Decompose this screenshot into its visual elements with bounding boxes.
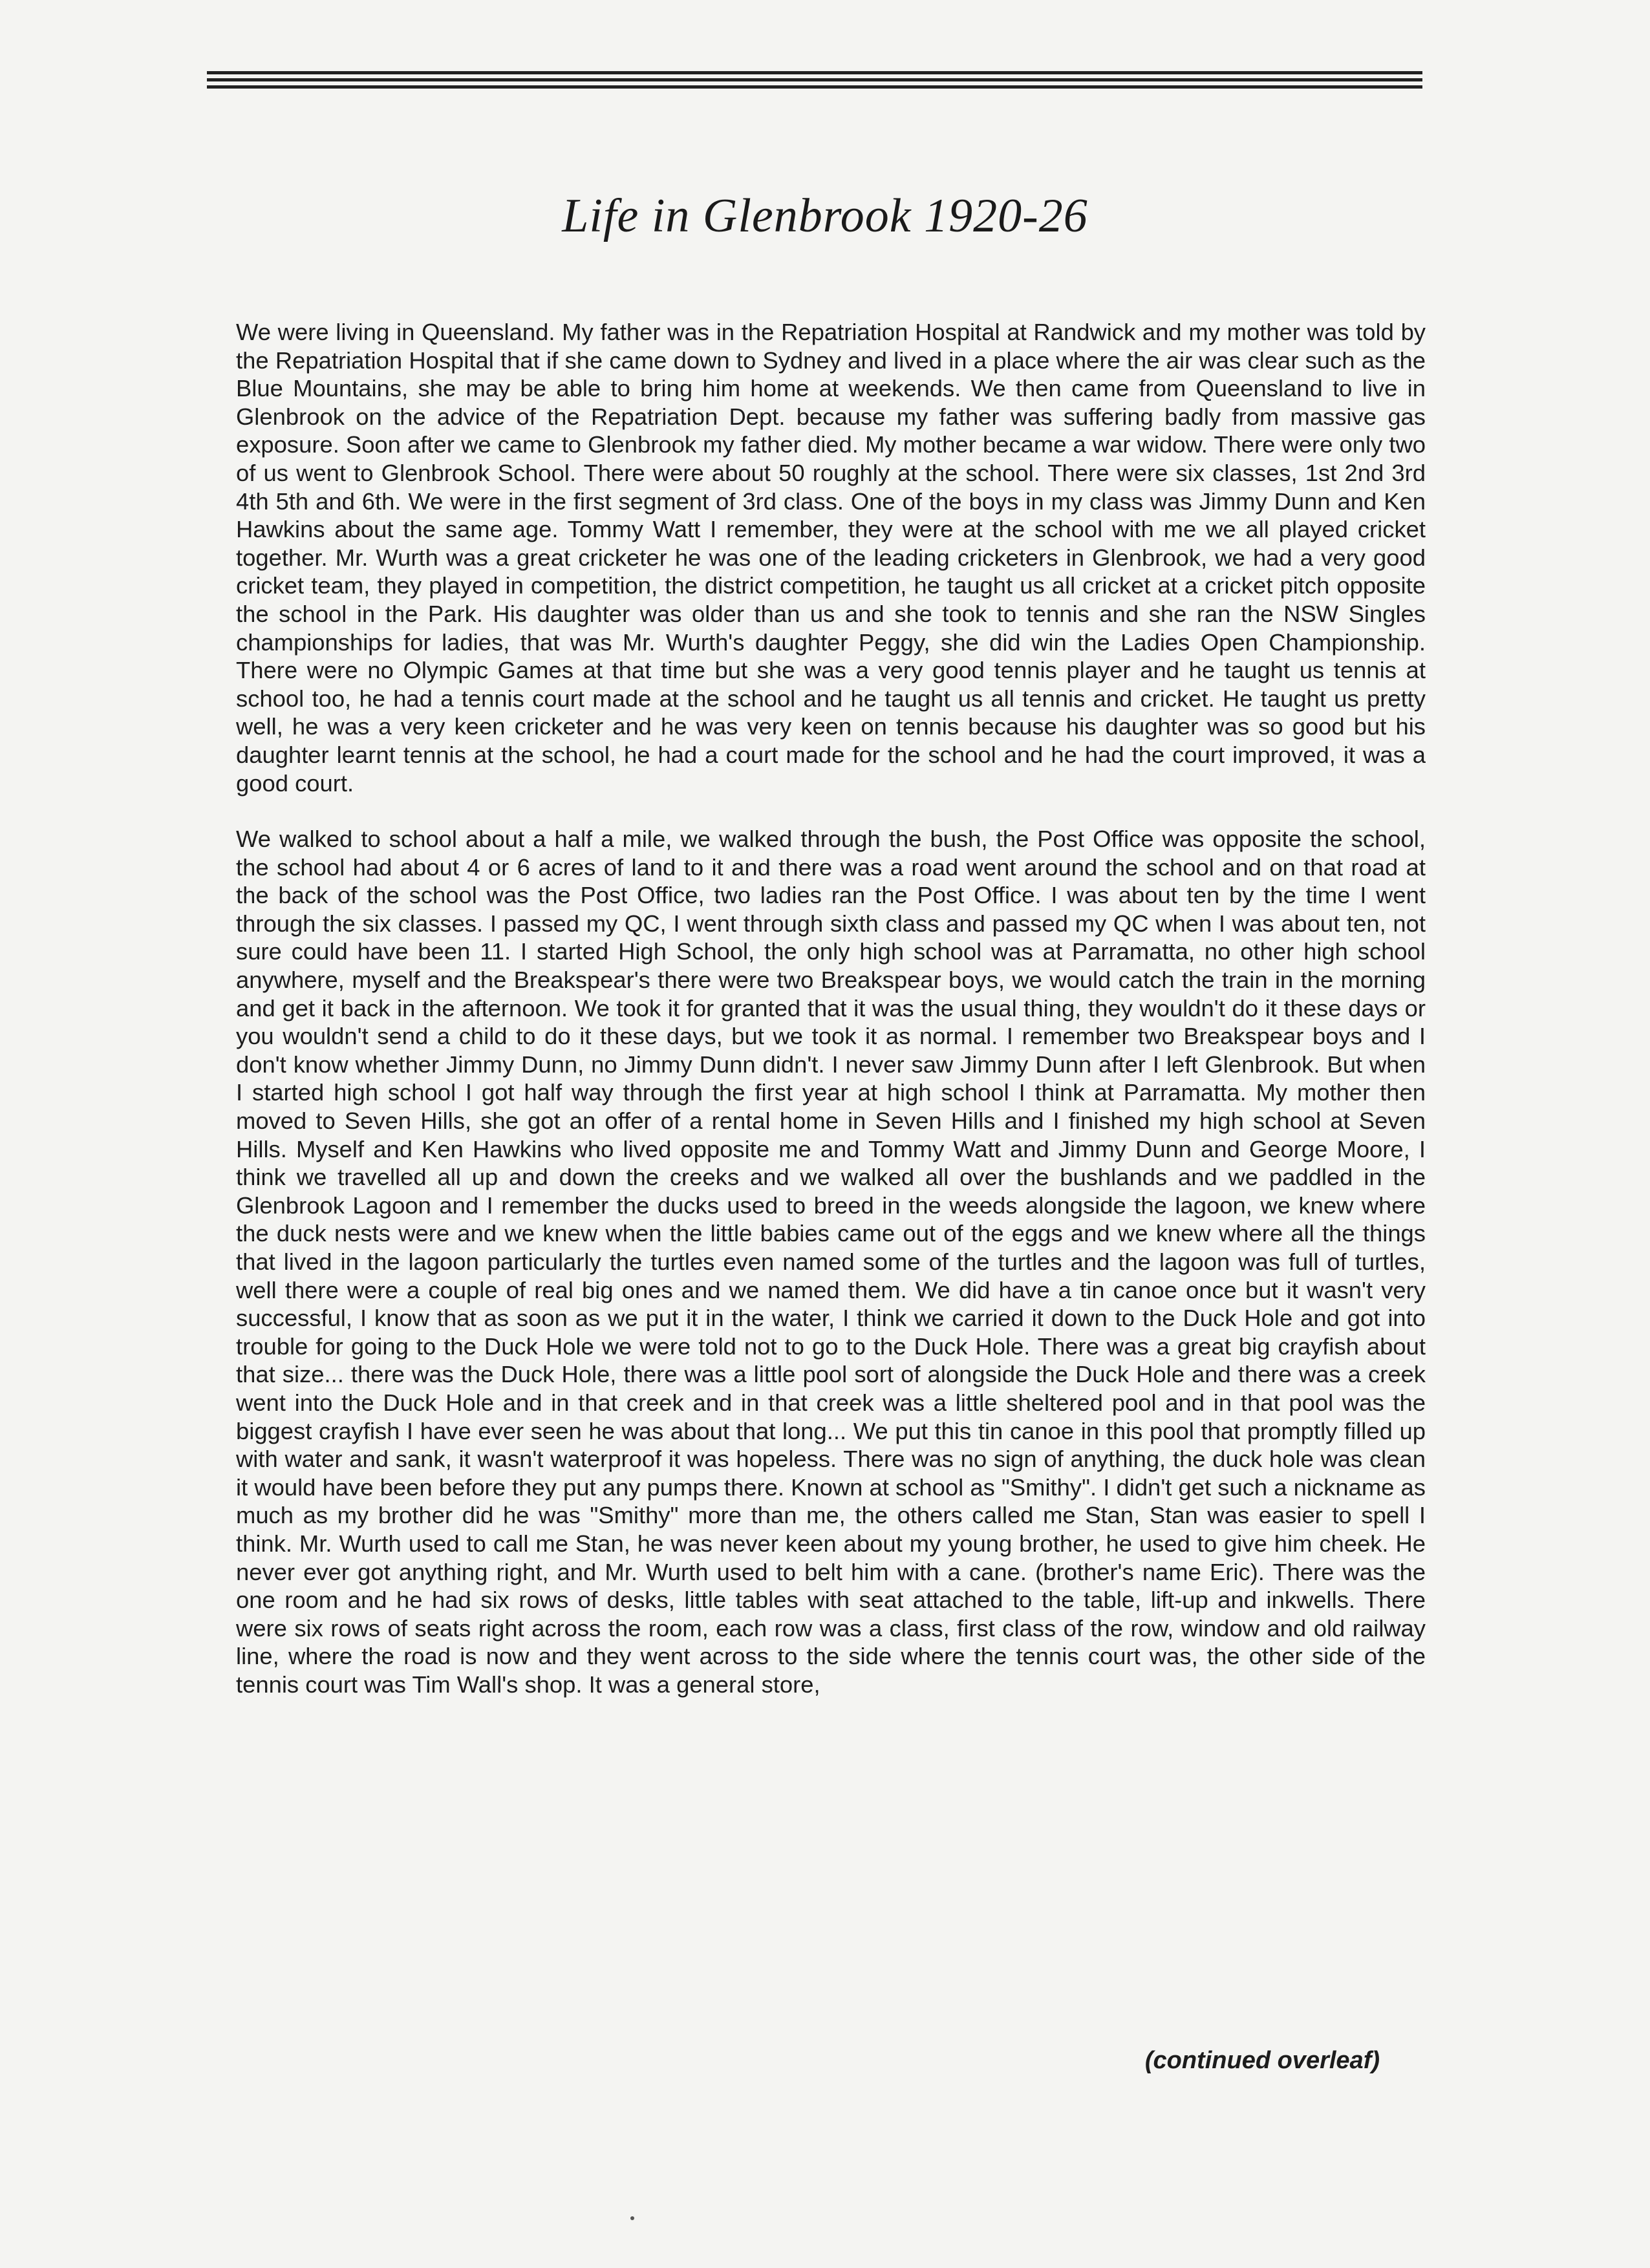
document-body xyxy=(236,318,1426,1699)
paragraph-2: We walked to school about a half a mile, we walked through the bush, the Post Office was opposite the school, the school had about 4 or 6 acres of land to it and there was a road went around the school and on that road at the back of the school was the Post Office, two ladies ran the Post Office. I was about ten by the time I went through the six classes. I passed my QC, I went through sixth class and passed my QC when I was about ten, not sure could have been 11. I started High School, the only high school was at Parramatta, no other high school anywhere, myself and the Breakspear's there were two Breakspear boys, we would catch the train in the morning and get it back in the afternoon. We took it for granted that it was the usual thing, they wouldn't do it these days or you wouldn't send a child to do it these days, but we took it as normal. I remember two Breakspear boys and I don't know whether Jimmy Dunn, no Jimmy Dunn didn't. I never saw Jimmy Dunn after I left Glenbrook. But when I started high school I got half way through the first year at high school I think at Parramatta. My mother then moved to Seven Hills, she got an offer of a rental home in Seven Hills and I finished my high school at Seven Hills. Myself and Ken Hawkins who lived opposite me and Tommy Watt and Jimmy Dunn and George Moore, I think we travelled all up and down the creeks and we walked all over the bushlands and we paddled in the Glenbrook Lagoon and I remember the ducks used to breed in the weeds alongside the lagoon, we knew where the duck nests were and we knew when the little babies came out of the eggs and we knew where all the things that lived in the lagoon particularly the turtles even named some of the turtles and the lagoon was full of turtles, well there were a couple of real big ones and we named them. We did have a tin canoe once but it wasn't very successful, I know that as soon as we put it in the water, I think we carried it down to the Duck Hole and got into trouble for going to the Duck Hole we were told not to go to the Duck Hole. There was a great big crayfish about that size... there was the Duck Hole, there was a little pool sort of alongside the Duck Hole and there was a creek went into the Duck Hole and in that creek and in that creek was a little sheltered pool and in that pool was the biggest crayfish I have ever seen he was about that long... We put this tin canoe in this pool that promptly filled up with water and sank, it wasn't waterproof it was hopeless. There was no sign of anything, the duck hole was clean it would have been before they put any pumps there. Known at school as "Smithy". I didn't get such a nickname as much as my brother did he was "Smithy" more than me, the others called me Stan, Stan was easier to spell I think. Mr. Wurth used to call me Stan, he was never keen about my young brother, he used to give him cheek. He never ever got anything right, and Mr. Wurth used to belt him with a cane. (brother's name Eric). There was the one room and he had six rows of desks, little tables with seat attached to the table, lift-up and inkwells. There were six rows of seats right across the room, each row was a class, first class of the row, window and old railway line, where the road is now and they went across to the side where the tennis court was, the other side of the tennis court was Tim Wall's shop. It was a general store, xyxy=(236,826,1426,1698)
page-title: Life in Glenbrook 1920-26 xyxy=(562,189,1088,242)
continued-overleaf-note: (continued overleaf) xyxy=(1144,2047,1380,2074)
header-rule xyxy=(207,71,1422,92)
paragraph-1: We were living in Queensland. My father was in the Repatriation Hospital at Randwick and my mother was told by the Repatriation Hospital that if she came down to Sydney and lived in a place where the air was clear such as the Blue Mountains, she may be able to bring him home at weekends. We then came from Queensland to live in Glenbrook on the advice of the Repatriation Dept. because my father was suffering badly from massive gas exposure. Soon after we came to Glenbrook my father died. My mother became a war widow. There were only two of us went to Glenbrook School. There were about 50 roughly at the school. There were six classes, 1st 2nd 3rd 4th 5th and 6th. We were in the first segment of 3rd class. One of the boys in my class was Jimmy Dunn and Ken Hawkins about the same age. Tommy Watt I remember, they were at the school with me we all played cricket together. Mr. Wurth was a great cricketer he was one of the leading cricketers in Glenbrook, we had a very good cricket team, they played in competition, the district competition, he taught us all cricket at a cricket pitch opposite the school in the Park. His daughter was older than us and she took to tennis and she ran the NSW Singles championships for ladies, that was Mr. Wurth's daughter Peggy, she did win the Ladies Open Championship. There were no Olympic Games at that time but she was a very good tennis player and he taught us tennis at school too, he had a tennis court made at the school and he taught us all tennis and cricket. He taught us pretty well, he was a very keen cricketer and he was very keen on tennis because his daughter was so good but his daughter learnt tennis at the school, he had a court made for the school and he had the court improved, it was a good court. xyxy=(236,319,1426,797)
scan-speck xyxy=(630,2216,634,2220)
